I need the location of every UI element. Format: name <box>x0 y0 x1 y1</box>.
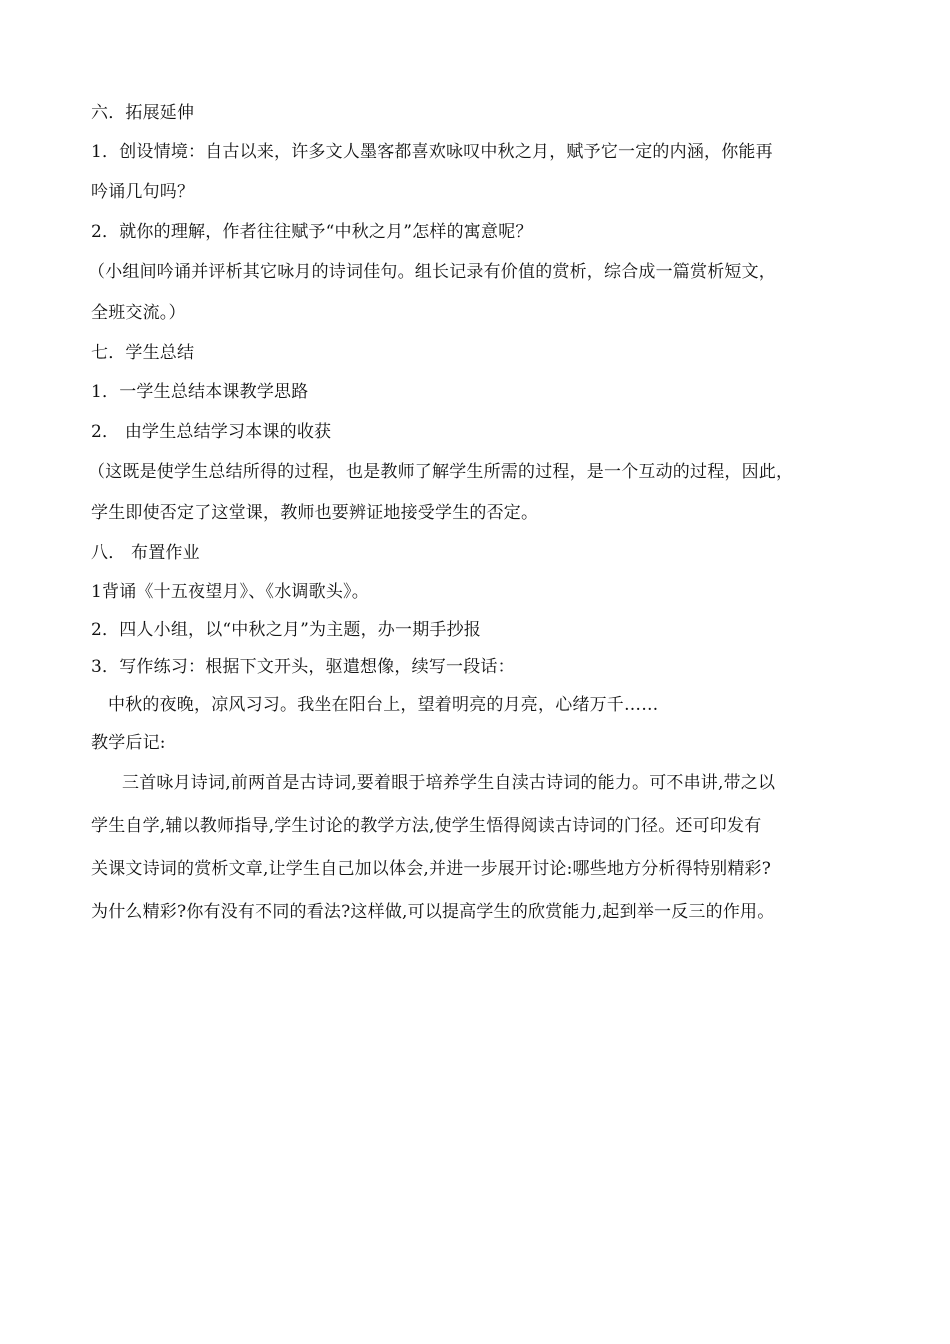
section-heading-homework: 八． 布置作业 <box>91 543 200 563</box>
extension-item-2: 2．就你的理解，作者往往赋予“中秋之月”怎样的寓意呢？ <box>91 222 533 242</box>
section-heading-summary: 七．学生总结 <box>91 343 195 363</box>
summary-note-line-1: （这既是使学生总结所得的过程，也是教师了解学生所需的过程，是一个互动的过程，因此， <box>88 462 794 482</box>
homework-item-1: 1背诵《十五夜望月》、《水调歌头》。 <box>91 582 369 602</box>
postscript-heading: 教学后记: <box>91 733 166 753</box>
section-heading-extension: 六．拓展延伸 <box>91 103 195 123</box>
postscript-line-3: 关课文诗词的赏析文章,让学生自己加以体会,并进一步展开讨论:哪些地方分析得特别精彩? <box>91 859 772 879</box>
postscript-line-2: 学生自学,辅以教师指导,学生讨论的教学方法,使学生悟得阅读古诗词的门径。还可印发有 <box>91 816 762 836</box>
homework-item-3: 3．写作练习：根据下文开头，驱遣想像，续写一段话： <box>91 657 515 677</box>
extension-note-line-2: 全班交流。） <box>91 303 186 323</box>
summary-item-2: 2． 由学生总结学习本课的收获 <box>91 422 332 442</box>
homework-writing-prompt: 中秋的夜晚，凉风习习。我坐在阳台上，望着明亮的月亮，心绪万千…… <box>108 695 659 715</box>
summary-note-line-2: 学生即使否定了这堂课，教师也要辨证地接受学生的否定。 <box>91 503 539 523</box>
extension-item-1-line-1: 1．创设情境：自古以来，许多文人墨客都喜欢咏叹中秋之月，赋予它一定的内涵，你能再 <box>91 142 773 162</box>
postscript-line-4: 为什么精彩?你有没有不同的看法?这样做,可以提高学生的欣赏能力,起到举一反三的作用。 <box>91 902 775 922</box>
extension-note-line-1: （小组间吟诵并评析其它咏月的诗词佳句。组长记录有价值的赏析，综合成一篇赏析短文， <box>88 262 776 282</box>
postscript-line-1: 三首咏月诗词,前两首是古诗词,要着眼于培养学生自渎古诗词的能力。可不串讲,带之以 <box>122 773 776 793</box>
summary-item-1: 1．一学生总结本课教学思路 <box>91 382 309 402</box>
extension-item-1-line-2: 吟诵几句吗？ <box>91 182 195 202</box>
homework-item-2: 2．四人小组，以“中秋之月”为主题，办一期手抄报 <box>91 620 481 640</box>
